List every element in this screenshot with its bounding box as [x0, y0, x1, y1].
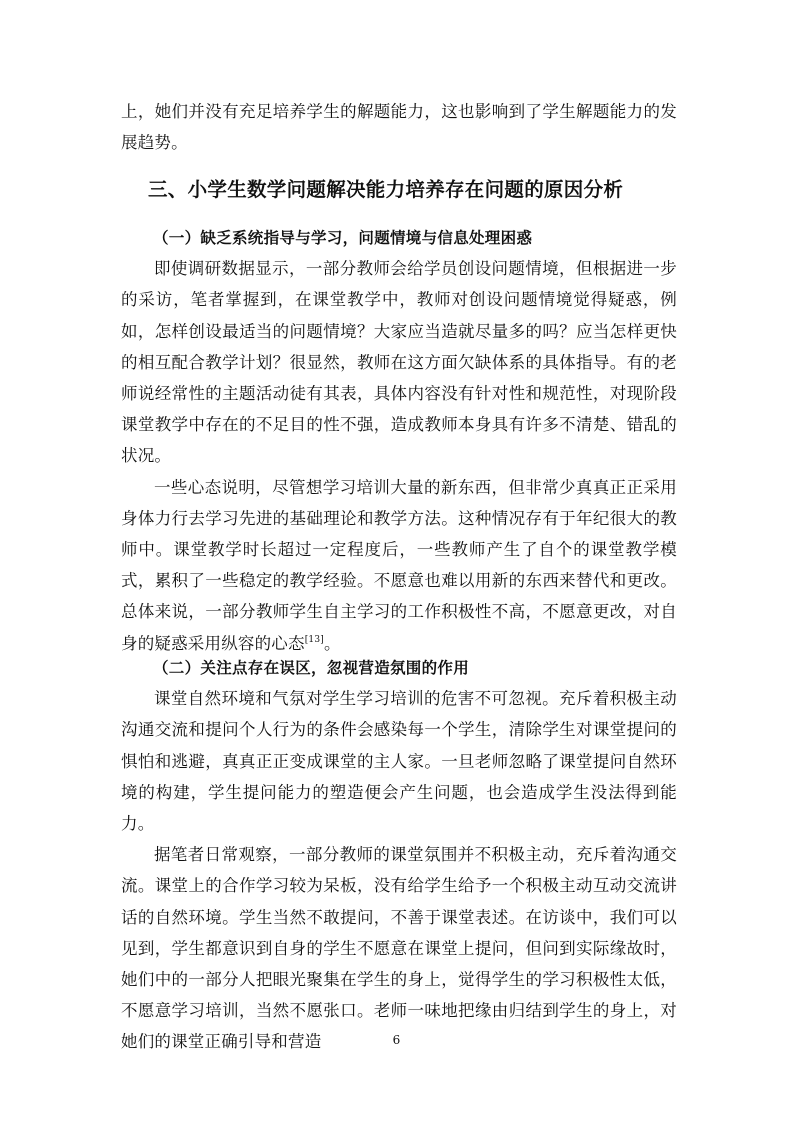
- paragraph-text: 一些心态说明，尽管想学习培训大量的新东西，但非常少真真正正采用身体力行去学习先进的基础理论和教学方法。这种情况存有于年纪很大的教师中。课堂教学时长超过一定程度后，一些教师产生了自个的课堂教学模式，累积了一些稳定的教学经验。不愿意也难以用新的东西来替代和更改。总体来说，一部分教师学生自主学习的工作积极性不高，不愿意更改，对自身的疑惑采用纵容的心态: [121, 477, 677, 653]
- subsection-2-heading: （二）关注点存在误区，忽视营造氛围的作用: [153, 658, 470, 677]
- subsection-2: [121, 652, 677, 1058]
- citation-ref[interactable]: [13]: [304, 634, 324, 645]
- subsection-2-paragraph-2: 据笔者日常观察，一部分教师的课堂氛围并不积极主动，充斥着沟通交流。课堂上的合作学习较为呆板，没有给学生给予一个积极主动互动交流讲话的自然环境。学生当然不敢提问，不善于课堂表述。在访谈中，我们可以见到，学生都意识到自身的学生不愿意在课堂上提问，但问到实际缘故时，她们中的一部分人把眼光聚集在学生的身上，觉得学生的学习积极性太低，不愿意学习培训，当然不愿张口。老师一味地把缘由归结到学生的身上，对她们的课堂正确引导和营造: [121, 845, 677, 1052]
- continuation-paragraph: [121, 96, 677, 158]
- subsection-1-paragraph-2: [121, 472, 677, 663]
- subsection-1: [121, 222, 677, 663]
- paragraph-end: 。: [323, 633, 341, 653]
- subsection-1-heading: （一）缺乏系统指导与学习，问题情境与信息处理困惑: [153, 228, 533, 247]
- page-number: 6: [392, 1033, 401, 1047]
- subsection-1-paragraph-1: 即使调研数据显示，一部分教师会给学员创设问题情境，但根据进一步的采访，笔者掌握到，在课堂教学中，教师对创设问题情境觉得疑惑，例如，怎样创设最适当的问题情境？大家应当造就尽量多的吗？应当怎样更快的相互配合教学计划？很显然，教师在这方面欠缺体系的具体指导。有的老师说经常性的主题活动徒有其表，具体内容没有针对性和规范性，对现阶段课堂教学中存在的不足目的性不强，造成教师本身具有许多不清楚、错乱的状况。: [121, 259, 677, 466]
- subsection-2-paragraph-1: 课堂自然环境和气氛对学生学习培训的危害不可忽视。充斥着积极主动沟通交流和提问个人行为的条件会感染每一个学生，清除学生对课堂提问的惧怕和逃避，真真正正变成课堂的主人家。一旦老师忽略了课堂提问自然环境的构建，学生提问能力的塑造便会产生问题，也会造成学生没法得到能力。: [121, 689, 677, 834]
- paragraph-text: 上，她们并没有充足培养学生的解题能力，这也影响到了学生解题能力的发展趋势。: [121, 102, 677, 153]
- section-heading: 三、小学生数学问题解决能力培养存在问题的原因分析: [148, 178, 624, 201]
